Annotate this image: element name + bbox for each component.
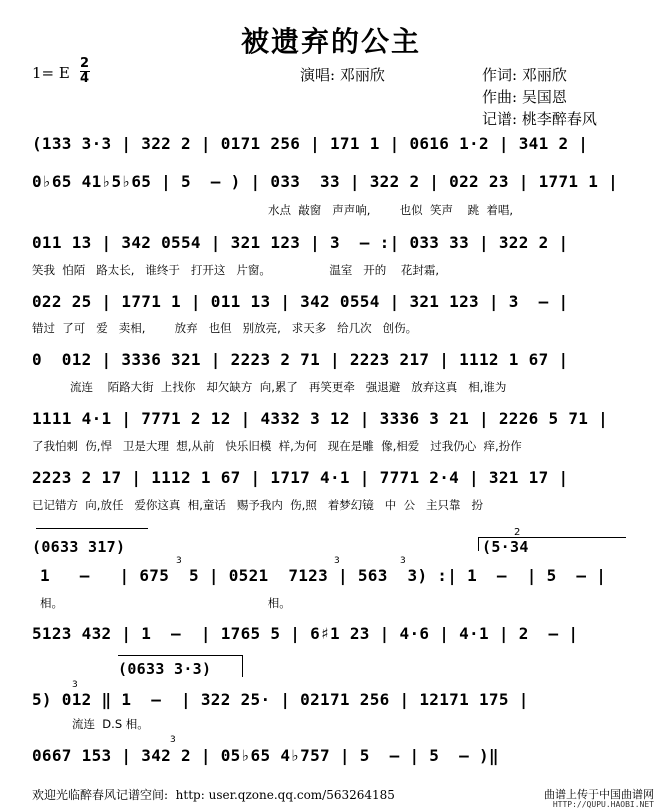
watermark-line-1: 曲谱上传于中国曲谱网 [544, 788, 654, 801]
volta-2-edge [478, 537, 479, 551]
notation-line-3: 011 13 | 342 0554 | 321 123 | 3 – :| 033 33 | 322 2 | [32, 233, 569, 252]
singer-credit: 演唱: 邓丽欣 [300, 66, 385, 84]
triplet-mark-4: 3 [72, 680, 78, 690]
ossia-bracket-2 [118, 655, 242, 656]
lyric-line-7: 已记错方 向,放任 爱你这真 相,童话 赐予我内 伤,照 着梦幻镜 中 公 主只靠 扮 [32, 498, 484, 512]
song-title: 被遗弃的公主 [240, 25, 421, 58]
lyric-line-5: 流连 陌路大街 上找你 却欠缺方 向,累了 再笑更牵 强退避 放弃这真 相,谁为 [70, 380, 507, 394]
volta-2-notes: (5·34 [482, 538, 529, 556]
triplet-mark-5: 3 [170, 735, 176, 745]
lyric-line-10: 流连 D.S 相。 [72, 717, 149, 731]
ossia-notes-1: (0633 317) [32, 538, 126, 556]
triplet-mark-1: 3 [176, 556, 182, 566]
ossia-bracket-2-edge [242, 655, 243, 677]
footer-text: 欢迎光临醉春风记谱空间: http: user.qzone.qq.com/563264185 [32, 788, 395, 802]
notation-line-8: 1 – | 675 5 | 0521 7123 | 563 3) :| 1 – | 5 – | [40, 566, 607, 585]
composer-credit: 作曲: 吴国恩 [482, 88, 567, 106]
ossia-bracket [36, 528, 148, 529]
notation-line-9: 5123 432 | 1 – | 1765 5 | 6♯1 23 | 4·6 | 4·1 | 2 – | [32, 624, 579, 643]
notation-line-5: 0 012 | 3336 321 | 2223 2 71 | 2223 217 | 1112 1 67 | [32, 350, 569, 369]
notation-line-2: 0♭65 41♭5♭65 | 5 – ) | 033 33 | 322 2 | 022 23 | 1771 1 | [32, 172, 619, 191]
watermark-line-2: HTTP://QUPU.HAOBI.NET [552, 800, 654, 809]
time-signature [80, 58, 90, 85]
volta-2-number: 2 [514, 527, 521, 538]
lyric-line-8: 相。 相。 [40, 596, 291, 610]
transcriber-credit: 记谱: 桃李醉春风 [482, 110, 597, 128]
lyric-line-2: 水点 敲窗 声声响, 也似 笑声 跳 着唱, [268, 203, 514, 217]
triplet-mark-3: 3 [400, 556, 406, 566]
lyricist-credit: 作词: 邓丽欣 [482, 66, 567, 84]
notation-line-7: 2223 2 17 | 1112 1 67 | 1717 4·1 | 7771 2·4 | 321 17 | [32, 468, 569, 487]
triplet-mark-2: 3 [334, 556, 340, 566]
key-signature: 1= E [32, 64, 70, 82]
time-sig-bottom: 4 [80, 71, 90, 86]
lyric-line-4: 错过 了可 爱 卖相, 放弃 也但 别放亮, 求天多 给几次 创伤。 [32, 321, 418, 335]
notation-line-11: 0667 153 | 342 2 | 05♭65 4♭757 | 5 – | 5 – )‖ [32, 746, 499, 765]
time-sig-top: 2 [80, 56, 90, 71]
lyric-line-6: 了我怕刺 伤,悍 卫是大理 想,从前 快乐旧模 样,为何 现在是雕 像,相爱 过我仍心 痒,扮作 [32, 439, 522, 453]
notation-line-6: 1111 4·1 | 7771 2 12 | 4332 3 12 | 3336 3 21 | 2226 5 71 | [32, 409, 609, 428]
notation-line-10: 5) 012 ‖ 1 – | 322 25· | 02171 256 | 12171 175 | [32, 690, 529, 709]
notation-line-1: (133 3·3 | 322 2 | 0171 256 | 171 1 | 0616 1·2 | 341 2 | [32, 134, 589, 153]
ossia-notes-2: (0633 3·3) [118, 660, 212, 678]
lyric-line-3: 笑我 怕陌 路太长, 谁终于 打开这 片窗。 温室 开的 花封霜, [32, 263, 440, 277]
notation-line-4: 022 25 | 1771 1 | 011 13 | 342 0554 | 321 123 | 3 – | [32, 292, 569, 311]
